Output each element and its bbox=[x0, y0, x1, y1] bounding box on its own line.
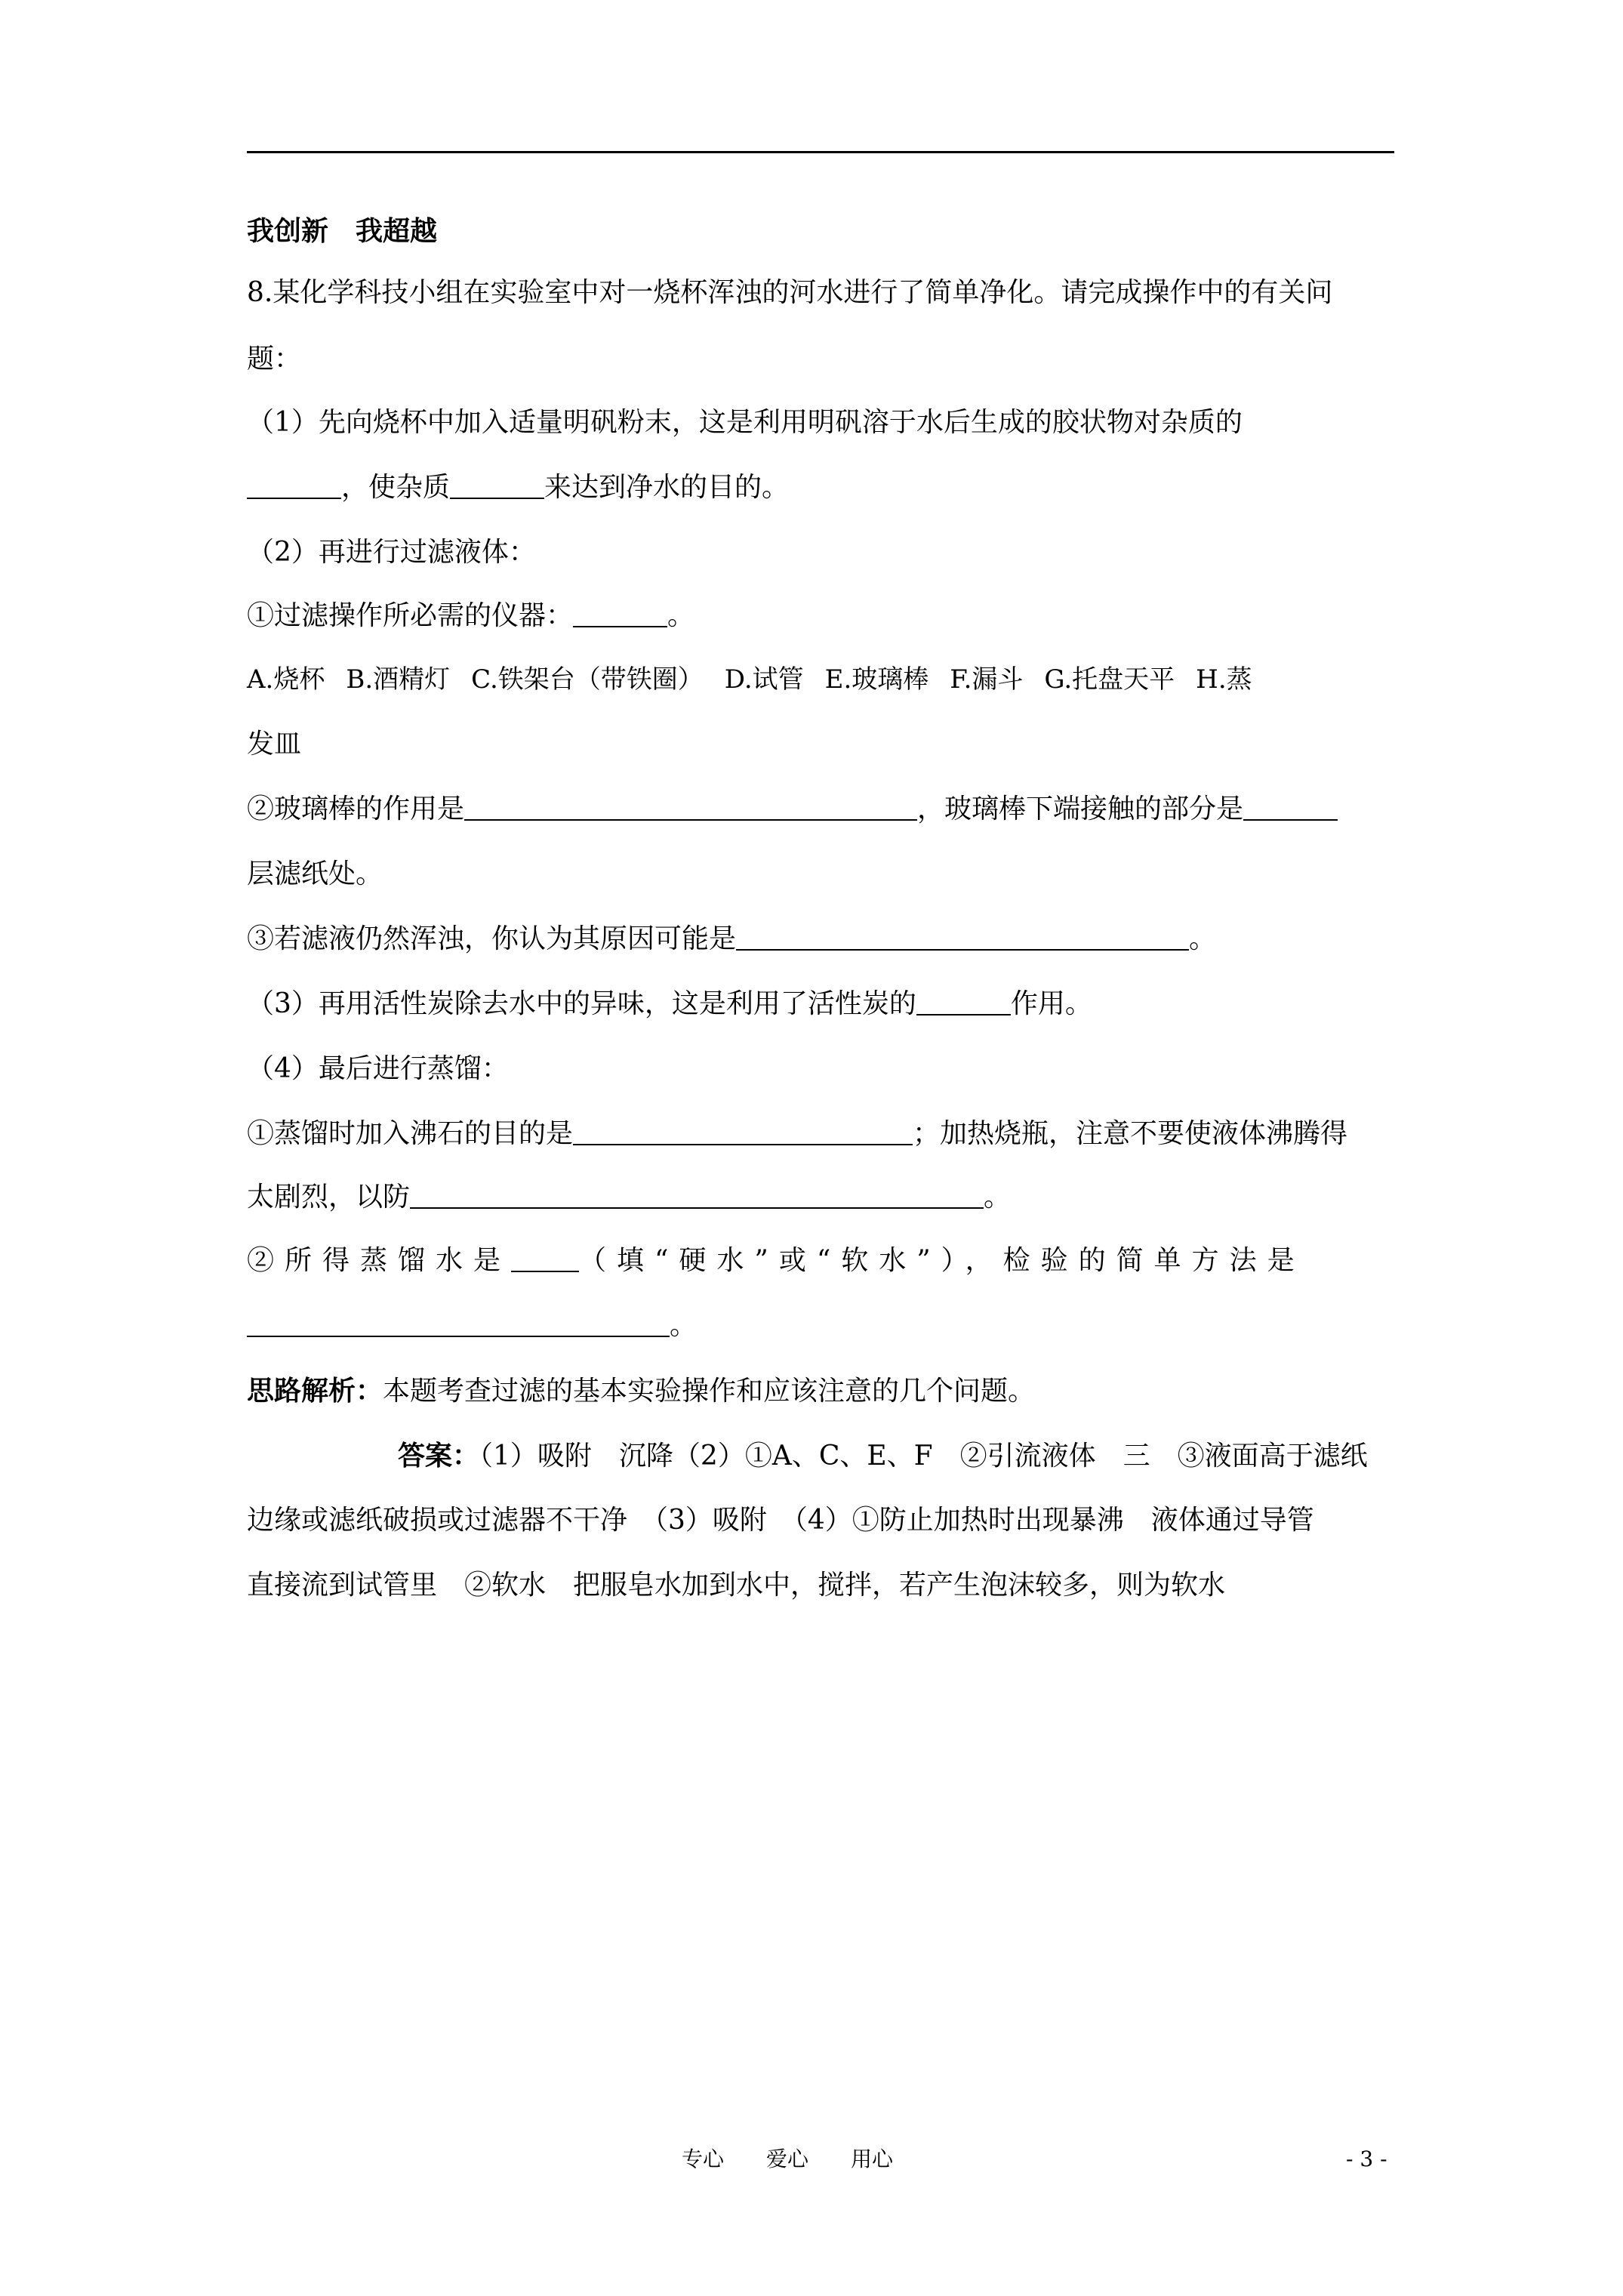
page-number: - 3 - bbox=[1346, 2147, 1387, 2171]
answer-blank[interactable] bbox=[916, 987, 1011, 1015]
question-stem-line2: 题： bbox=[247, 344, 302, 374]
part3: （3）再用活性炭除去水中的异味，这是利用了活性炭的 作用。 bbox=[247, 988, 1092, 1019]
analysis-label: 思路解析： bbox=[247, 1375, 383, 1407]
analysis-text: 本题考查过滤的基本实验操作和应该注意的几个问题。 bbox=[383, 1376, 1036, 1407]
answer-blank[interactable] bbox=[511, 1244, 579, 1272]
option-b: B.酒精灯 bbox=[346, 664, 451, 695]
answer-blank[interactable] bbox=[410, 1180, 984, 1209]
option-g: G.托盘天平 bbox=[1044, 664, 1175, 695]
option-h: H.蒸 bbox=[1196, 664, 1252, 695]
analysis bbox=[247, 1373, 1402, 1410]
answer-blank[interactable] bbox=[573, 1117, 913, 1145]
section-title: 我创新 我超越 bbox=[247, 215, 438, 247]
part2-q3: ③若滤液仍然浑浊，你认为其原因可能是 。 bbox=[247, 923, 1217, 954]
part2-q1: ①过滤操作所必需的仪器： 。 bbox=[247, 600, 695, 631]
question-stem-line1: 8.某化学科技小组在实验室中对一烧杯浑浊的河水进行了简单净化。请完成操作中的有关问 bbox=[247, 277, 1333, 308]
part4-q2: ②所得蒸馏水是 （填“硬水”或“软水”），检验的简单方法是 bbox=[247, 1245, 1305, 1276]
header-rule bbox=[247, 151, 1394, 153]
part4-title: （4）最后进行蒸馏： bbox=[247, 1053, 509, 1084]
answer-blank[interactable] bbox=[1243, 792, 1338, 821]
option-e: E.玻璃棒 bbox=[824, 664, 929, 695]
option-a: A.烧杯 bbox=[247, 664, 325, 695]
part1-line1: （1）先向烧杯中加入适量明矾粉末，这是利用明矾溶于水后生成的胶状物对杂质的 bbox=[247, 407, 1243, 438]
option-c: C.铁架台（带铁圈） bbox=[471, 664, 704, 695]
instrument-options bbox=[247, 661, 1402, 698]
part4-q1: ①蒸馏时加入沸石的目的是 ；加热烧瓶，注意不要使液体沸腾得 bbox=[247, 1118, 1348, 1149]
answer-blank[interactable] bbox=[736, 922, 1189, 951]
part2-q2-cont: 层滤纸处。 bbox=[247, 858, 383, 889]
footer-motto: 专心 爱心 用心 bbox=[682, 2147, 894, 2171]
instrument-options-cont: 发皿 bbox=[247, 729, 302, 760]
answer-blank[interactable] bbox=[247, 1308, 670, 1337]
part1-line2: ，使杂质 来达到净水的目的。 bbox=[247, 470, 1402, 506]
part2-title: （2）再进行过滤液体： bbox=[247, 537, 536, 568]
answer-line1: 答案：（1）吸附 沉降（2）①A、C、E、F ②引流液体 三 ③液面高于滤纸 bbox=[398, 1440, 1368, 1472]
answer-blank[interactable] bbox=[450, 470, 544, 499]
part4-q2-cont: 。 bbox=[247, 1308, 1402, 1344]
answer-line2: 边缘或滤纸破损或过滤器不干净 （3）吸附 （4）①防止加热时出现暴沸 液体通过导管 bbox=[247, 1505, 1314, 1536]
answer-blank[interactable] bbox=[247, 470, 341, 499]
answer-line3: 直接流到试管里 ②软水 把服皂水加到水中，搅拌，若产生泡沫较多，则为软水 bbox=[247, 1570, 1226, 1601]
part4-q1-cont: 太剧烈，以防 。 bbox=[247, 1182, 1012, 1213]
answer-blank[interactable] bbox=[464, 792, 917, 821]
option-f: F.漏斗 bbox=[950, 664, 1024, 695]
answer-label: 答案： bbox=[398, 1440, 480, 1472]
part2-q2: ②玻璃棒的作用是 ，玻璃棒下端接触的部分是 bbox=[247, 791, 1402, 827]
option-d: D.试管 bbox=[724, 664, 804, 695]
answer-blank[interactable] bbox=[573, 599, 667, 627]
